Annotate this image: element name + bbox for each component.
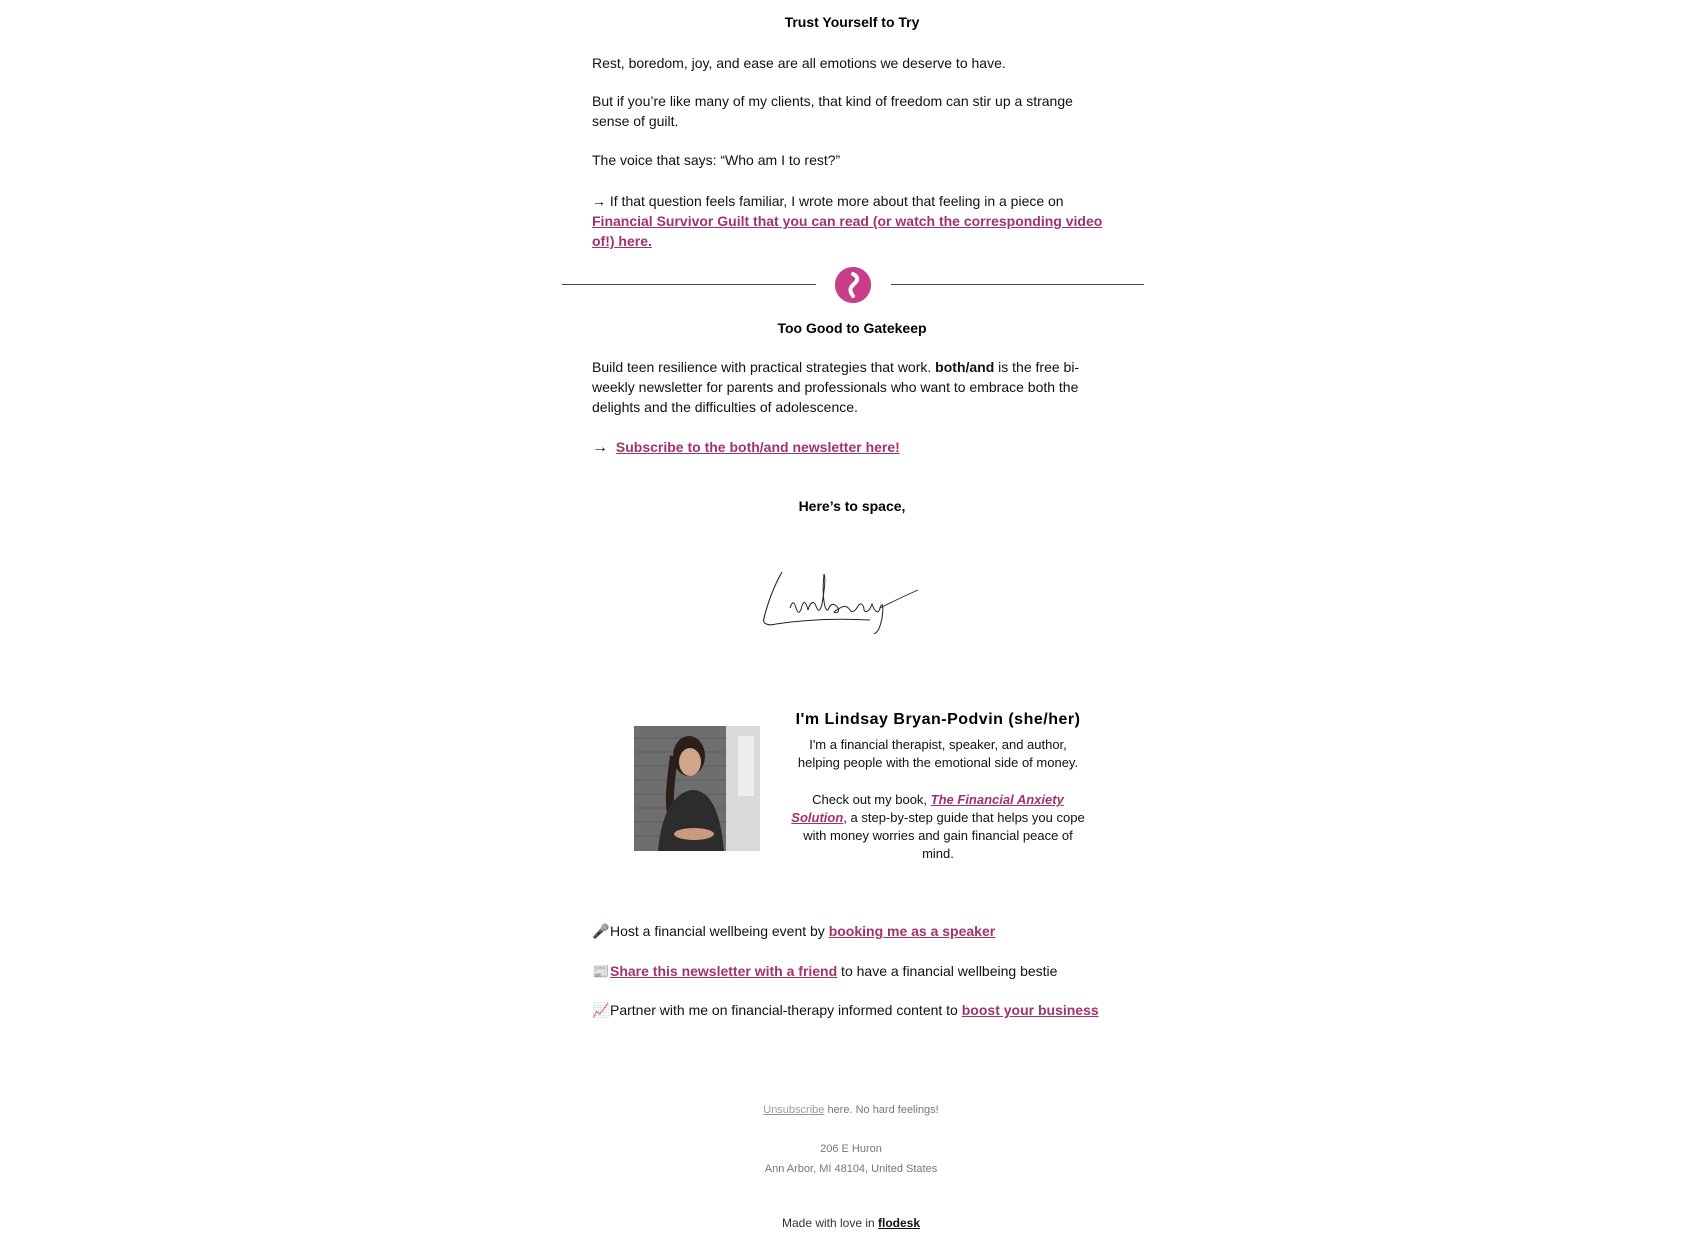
cta-share-tail: to have a financial wellbeing bestie bbox=[837, 963, 1058, 979]
trust-paragraph-2: But if you’re like many of my clients, that kind of freedom can stir up a strange sense of guilt. bbox=[592, 93, 1073, 129]
cta-partner bbox=[592, 1000, 1132, 1020]
booking-speaker-link[interactable]: booking me as a speaker bbox=[828, 923, 996, 939]
cta-speaker bbox=[592, 921, 1132, 941]
address-line-1: 206 E Huron bbox=[820, 1143, 882, 1155]
flodesk-link[interactable]: flodesk bbox=[878, 1216, 921, 1230]
made-lead: Made with love in bbox=[781, 1216, 879, 1230]
trust-paragraph-4 bbox=[592, 191, 1112, 251]
section-title-gatekeep: Too Good to Gatekeep bbox=[777, 320, 927, 336]
microphone-icon: 🎤 bbox=[592, 923, 610, 939]
dollar-coin-icon bbox=[835, 267, 871, 303]
author-name-heading: I'm Lindsay Bryan-Podvin (she/her) bbox=[795, 711, 1081, 728]
gatekeep-paragraph bbox=[592, 357, 1092, 417]
survivor-guilt-link[interactable]: Financial Survivor Guilt that you can read (or watch the corresponding video of!) here. bbox=[592, 213, 1103, 249]
boost-business-link[interactable]: boost your business bbox=[961, 1002, 1099, 1018]
divider-line-left bbox=[562, 284, 816, 285]
trust-lead-text: → If that question feels familiar, I wrote more about that feeling in a piece on bbox=[592, 193, 1064, 209]
subscribe-line bbox=[592, 437, 1112, 458]
section-title-trust: Trust Yourself to Try bbox=[784, 14, 920, 30]
gatekeep-text-a: Build teen resilience with practical strategies that work. bbox=[592, 359, 936, 375]
trust-paragraph-1: Rest, boredom, joy, and ease are all emotions we deserve to have. bbox=[592, 55, 1006, 71]
divider-line-right bbox=[891, 284, 1144, 285]
unsubscribe-line bbox=[0, 1104, 1702, 1116]
unsubscribe-link[interactable]: Unsubscribe bbox=[763, 1104, 825, 1116]
cta-speaker-lead: Host a financial wellbeing event by bbox=[610, 923, 829, 939]
cta-partner-lead: Partner with me on financial-therapy informed content to bbox=[610, 1002, 962, 1018]
book-blurb bbox=[788, 791, 1088, 863]
book-tail: , a step-by-step guide that helps you cope with money worries and gain financial peace of mind. bbox=[803, 810, 1085, 861]
book-title-link[interactable]: The Financial Anxiety Solution bbox=[791, 792, 1064, 825]
cta-share bbox=[592, 961, 1132, 981]
unsubscribe-tail: here. No hard feelings! bbox=[824, 1104, 939, 1116]
gatekeep-text-b: is the free bi-weekly newsletter for parents and professionals who want to embrace both the delights and the difficulties of adolescence. bbox=[592, 359, 1080, 415]
subscribe-link[interactable]: Subscribe to the both/and newsletter here! bbox=[615, 439, 900, 455]
newspaper-icon: 📰 bbox=[592, 963, 610, 979]
gatekeep-bold-brand: both/and bbox=[935, 359, 995, 375]
book-lead: Check out my book, bbox=[812, 792, 931, 807]
signature-image bbox=[752, 562, 932, 634]
signoff-text: Here’s to space, bbox=[798, 498, 906, 514]
address-line-2: Ann Arbor, MI 48104, United States bbox=[764, 1163, 938, 1175]
arrow-icon: → bbox=[592, 439, 608, 456]
made-with-love bbox=[0, 1216, 1702, 1230]
chart-up-icon: 📈 bbox=[592, 1002, 610, 1018]
share-newsletter-link[interactable]: Share this newsletter with a friend bbox=[610, 963, 838, 979]
trust-paragraph-3: The voice that says: “Who am I to rest?” bbox=[592, 152, 841, 168]
author-photo bbox=[634, 726, 760, 851]
author-description: I'm a financial therapist, speaker, and author, helping people with the emotional side of money. bbox=[797, 737, 1079, 770]
